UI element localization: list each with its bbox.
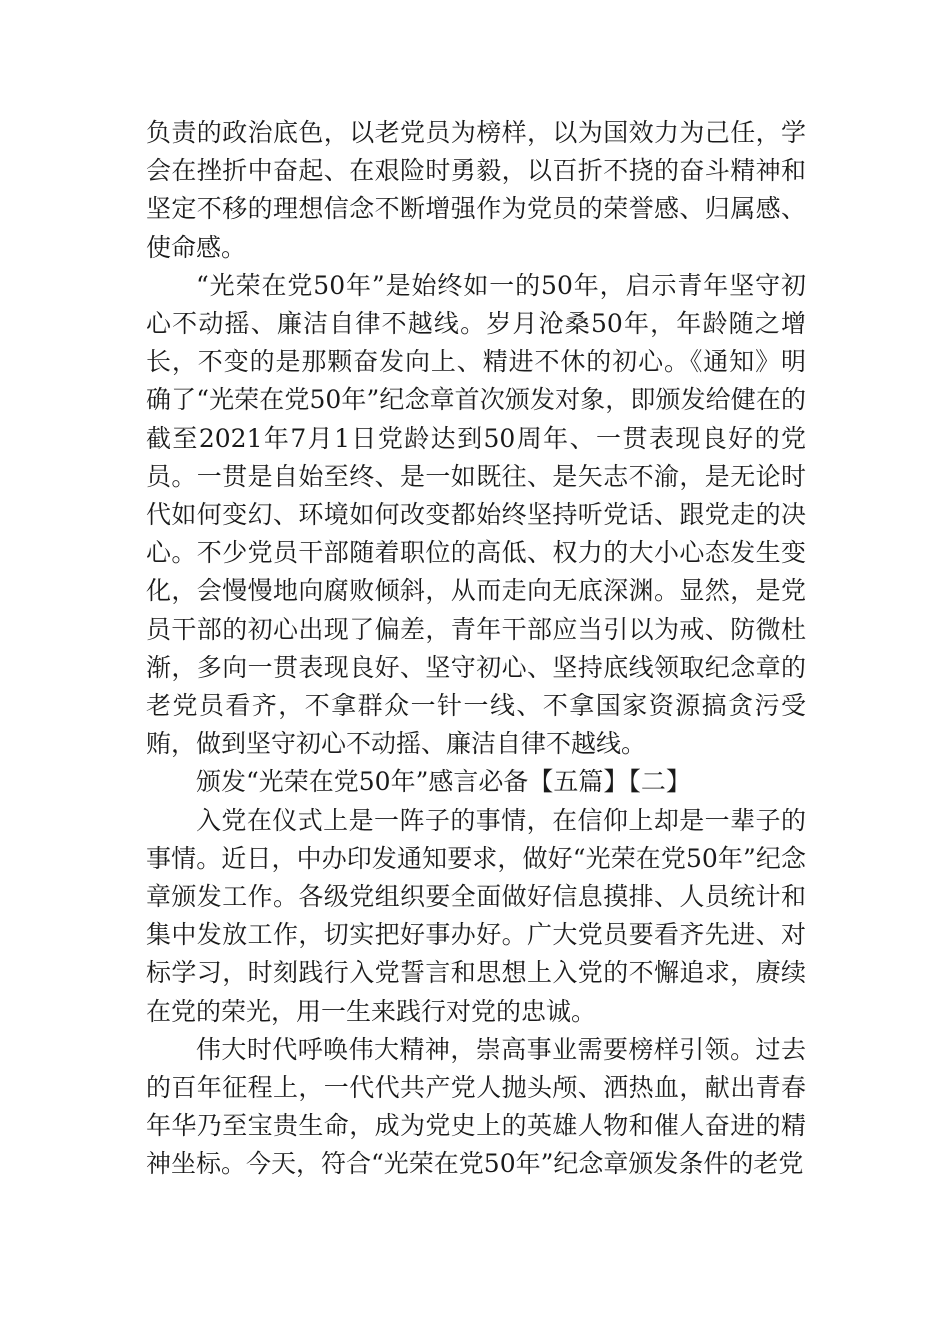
section-heading: 颁发“光荣在党50年”感言必备【五篇】【二】 [196, 767, 691, 797]
paragraph-continuation: 负责的政治底色，以老党员为榜样，以为国效力为己任，学会在挫折中奋起、在艰险时勇毅，以百折不挠的奋斗精神和坚定不移的理想信念不断增强作为党员的荣誉感、归属感、使命感。 [146, 118, 806, 262]
paragraph-great-era: 伟大时代呼唤伟大精神，崇高事业需要榜样引领。过去的百年征程上，一代代共产党人抛头颅、洒热血，献出青春年华乃至宝贵生命，成为党史上的英雄人物和催人奋进的精神坐标。今天，符合“光荣在党50年”纪念章颁发条件的老党 [146, 1034, 806, 1179]
paragraph-joining-party: 入党在仪式上是一阵子的事情，在信仰上却是一辈子的事情。近日，中办印发通知要求，做好“光荣在党50年”纪念章颁发工作。各级党组织要全面做好信息摸排、人员统计和集中发放工作，切实把好事办好。广大党员要看齐先进、对标学习，时刻践行入党誓言和思想上入党的不懈追求，赓续在党的荣光，用一生来践行对党的忠诚。 [146, 805, 806, 1026]
paragraph-fifty-years: “光荣在党50年”是始终如一的50年，启示青年坚守初心不动摇、廉洁自律不越线。岁月沧桑50年，年龄随之增长，不变的是那颗奋发向上、精进不休的初心。《通知》明确了“光荣在党50年”纪念章首次颁发对象，即颁发给健在的截至2021年7月1日党龄达到50周年、一贯表现良好的党员。一贯是自始至终、是一如既往、是矢志不渝，是无论时代如何变幻、环境如何改变都始终坚持听党话、跟党走的决心。不少党员干部随着职位的高低、权力的大小心态发生变化，会慢慢地向腐败倾斜，从而走向无底深渊。显然，是党员干部的初心出现了偏差，青年干部应当引以为戒、防微杜渐，多向一贯表现良好、坚守初心、坚持底线领取纪念章的老党员看齐，不拿群众一针一线、不拿国家资源搞贪污受贿，做到坚守初心不动摇、廉洁自律不越线。 [146, 270, 806, 759]
document-body [146, 114, 806, 1184]
